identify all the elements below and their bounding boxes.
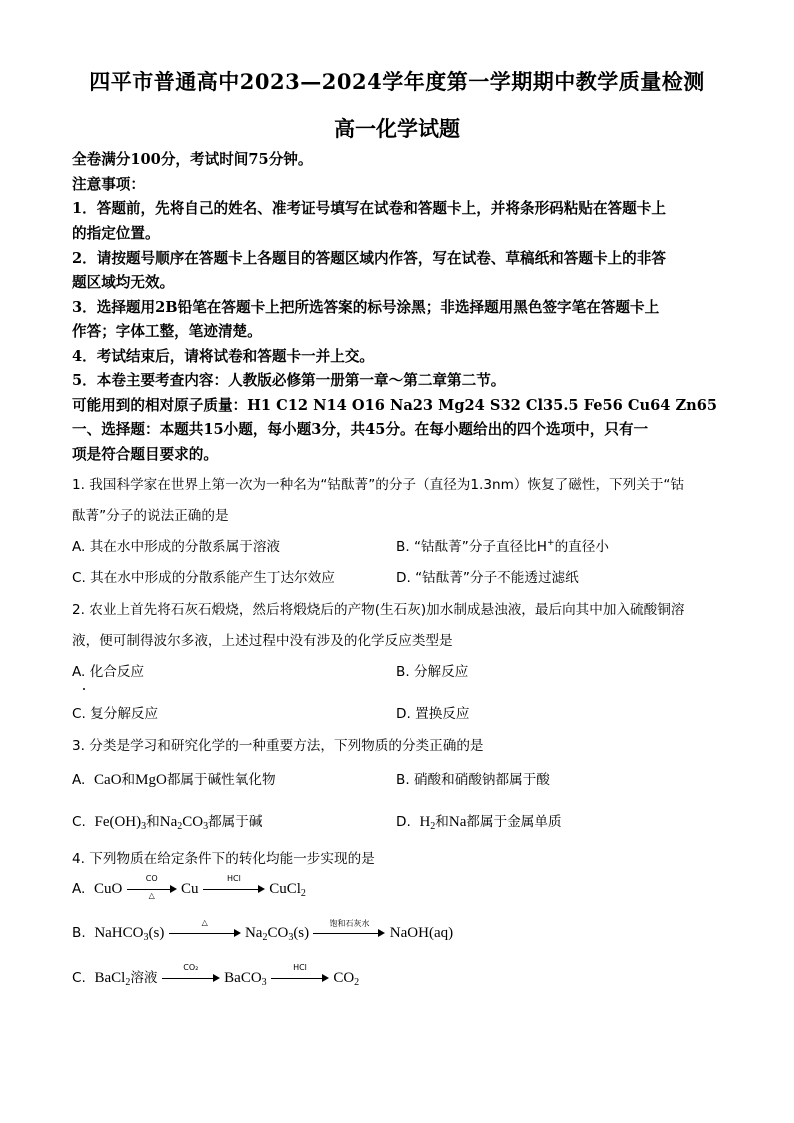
q4-stem: 4. 下列物质在给定条件下的转化均能一步实现的是 — [72, 851, 375, 867]
exam-subtitle: 高一化学试题 — [334, 116, 460, 141]
q2-stem-line-2: 液，便可制得波尔多液，上述过程中没有涉及的化学反应类型是 — [72, 633, 453, 649]
reaction-arrow: HCl — [271, 971, 329, 985]
q4-option-c: C. BaCl$_2$溶液 CO₂ BaCO$_3$ HCl $CO_2$ — [72, 963, 360, 988]
q4-option-a: A. CuO CO △ Cu HCl CuCl$_2$ — [72, 874, 306, 900]
atomic-masses: 可能用到的相对原子质量：H1 C12 N14 O16 Na23 Mg24 S32 Cl35.5 Fe56 Cu64 Zn65 — [72, 397, 718, 414]
section-1-line-2: 项是符合题目要求的。 — [72, 446, 218, 463]
notice-2-line-1: 2．请按题号顺序在答题卡上各题目的答题区域内作答，写在试卷、草稿纸和答题卡上的非答 — [72, 250, 666, 267]
q2-option-d: D. 置换反应 — [396, 706, 470, 722]
notice-3-line-2: 作答；字体工整，笔迹清楚。 — [72, 323, 262, 340]
q4-option-b: B. NaHCO$_3$(s) △ $Na_2CO_3(s)$ 饱和石灰水 NaOH(aq) — [72, 918, 454, 943]
notice-1-line-2: 的指定位置。 — [72, 225, 160, 242]
q3-option-a: A. CaO和MgO都属于碱性氧化物 — [72, 772, 276, 788]
notice-3-line-1: 3．选择题用2B铅笔在答题卡上把所选答案的标号涂黑；非选择题用黑色签字笔在答题卡上 — [72, 299, 660, 316]
q3-option-d: D. $H_2$和Na都属于金属单质 — [396, 814, 562, 832]
q2-option-b: B. 分解反应 — [396, 664, 469, 680]
q1-stem-line-1: 1. 我国科学家在世界上第一次为一种名为“钴酞菁”的分子（直径为1.3nm）恢复了磁性，下列关于“钴 — [72, 477, 685, 493]
reaction-arrow: HCl — [203, 882, 265, 896]
notice-1-line-1: 1．答题前，先将自己的姓名、准考证号填写在试卷和答题卡上，并将条形码粘贴在答题卡上 — [72, 200, 666, 217]
reaction-arrow: CO₂ — [162, 971, 220, 985]
q1-option-d: D. “钴酞菁”分子不能透过滤纸 — [396, 570, 579, 586]
reaction-arrow: 饱和石灰水 — [313, 926, 385, 940]
reaction-arrow: CO △ — [127, 882, 177, 896]
q3-stem: 3. 分类是学习和研究化学的一种重要方法，下列物质的分类正确的是 — [72, 738, 484, 754]
q1-stem-line-2: 酞菁”分子的说法正确的是 — [72, 508, 229, 524]
notice-5: 5．本卷主要考查内容：人教版必修第一册第一章～第二章第二节。 — [72, 372, 506, 389]
q1-option-b: B. “钴酞菁”分子直径比H+的直径小 — [396, 538, 609, 555]
exam-title: 四平市普通高中2023—2024学年度第一学期期中教学质量检测 — [89, 69, 705, 94]
stray-dot-mark — [83, 688, 85, 690]
q1-option-c: C. 其在水中形成的分散系能产生丁达尔效应 — [72, 570, 335, 586]
q2-option-a: A. 化合反应 — [72, 664, 145, 680]
q3-option-c: C. $Fe(OH)_3$和$Na_2CO_3$都属于碱 — [72, 814, 263, 832]
notice-4: 4．考试结束后，请将试卷和答题卡一并上交。 — [72, 348, 375, 365]
q3-option-b: B. 硝酸和硝酸钠都属于酸 — [396, 772, 550, 788]
q2-stem-line-1: 2. 农业上首先将石灰石煅烧，然后将煅烧后的产物(生石灰)加水制成悬浊液，最后向其中加入硫酸铜溶 — [72, 602, 685, 618]
notice-heading: 注意事项： — [72, 176, 145, 193]
q2-option-c: C. 复分解反应 — [72, 706, 159, 722]
section-1-line-1: 一、选择题：本题共15小题，每小题3分，共45分。在每小题给出的四个选项中，只有一 — [72, 421, 649, 438]
reaction-arrow: △ — [169, 926, 241, 940]
notice-2-line-2: 题区域均无效。 — [72, 274, 175, 291]
q1-option-a: A. 其在水中形成的分散系属于溶液 — [72, 539, 281, 555]
total-score-line: 全卷满分100分，考试时间75分钟。 — [72, 151, 313, 168]
